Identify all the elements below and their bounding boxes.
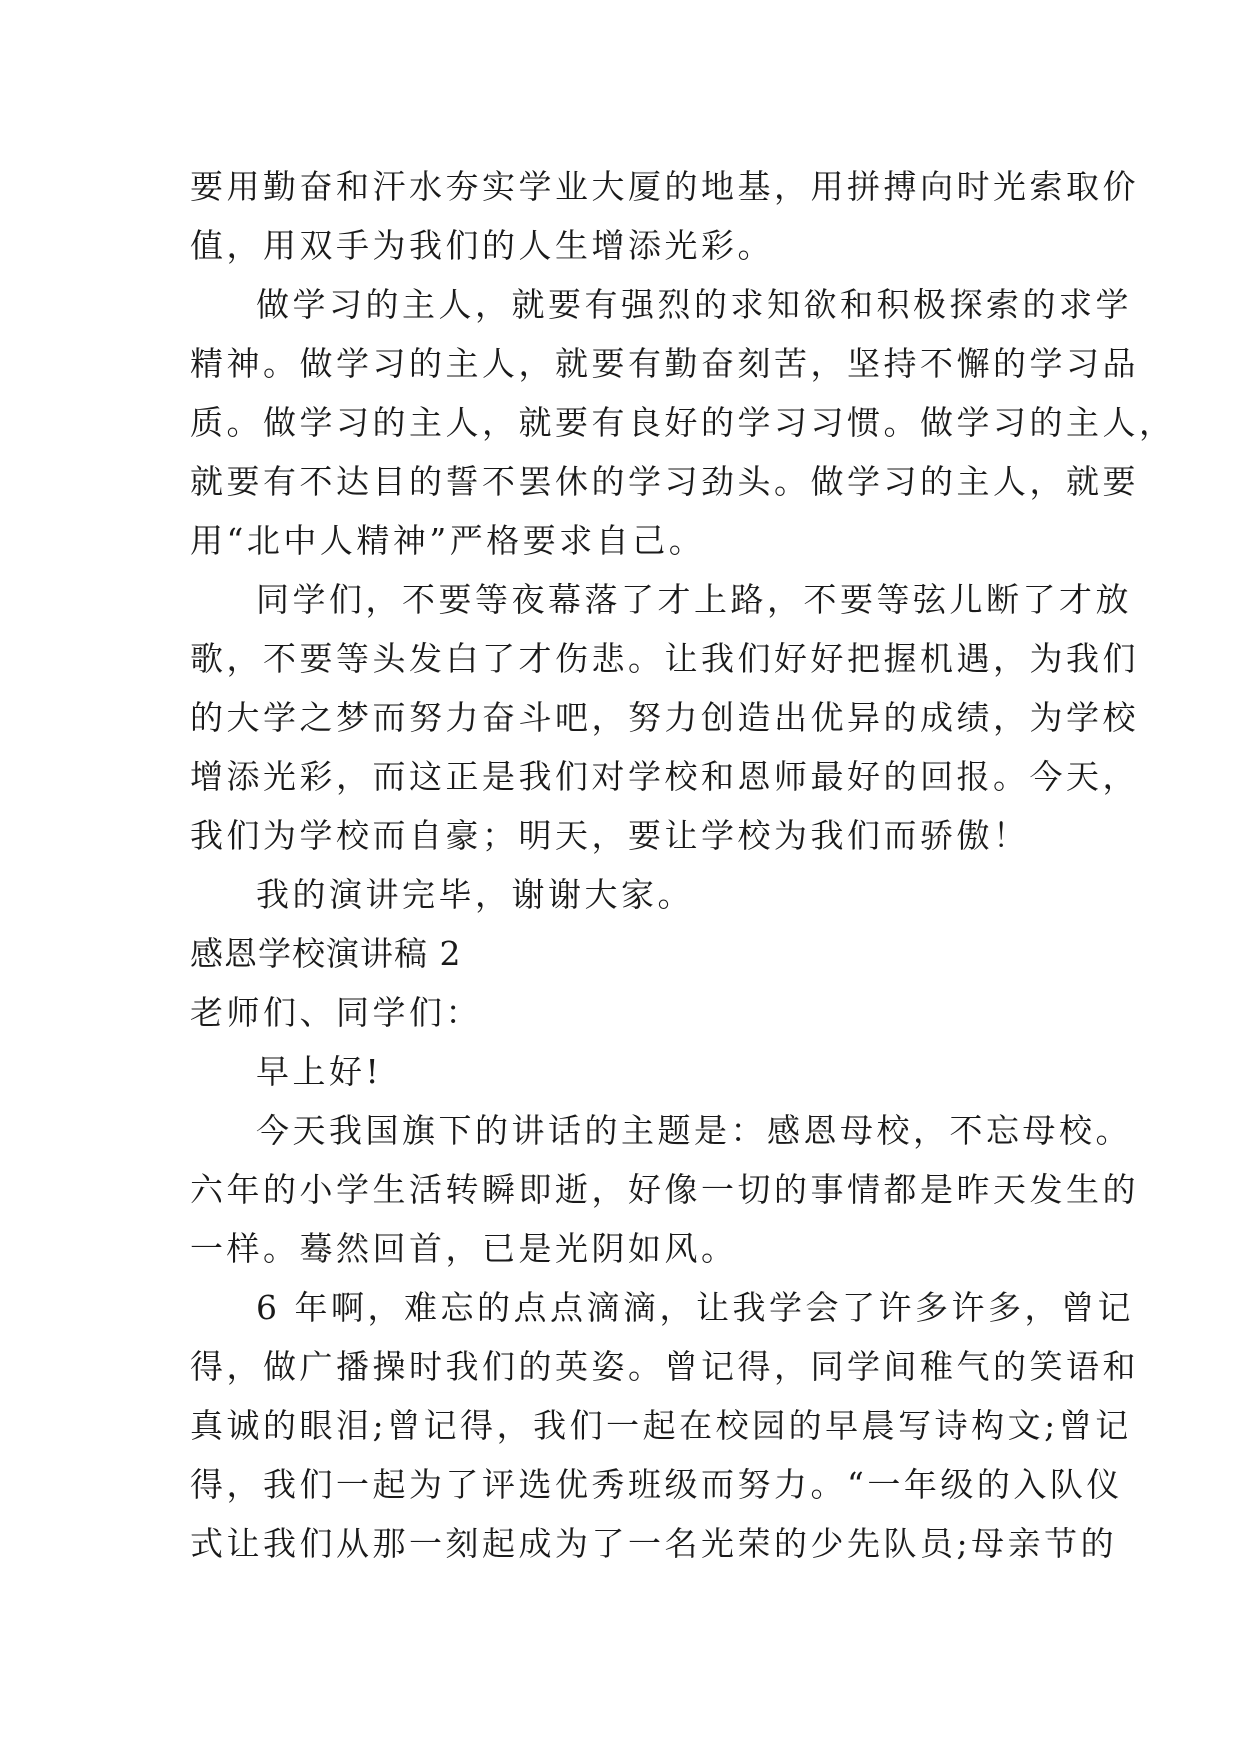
section-heading: 感恩学校演讲稿 2 <box>190 934 462 973</box>
text-line: 精神。做学习的主人，就要有勤奋刻苦，坚持不懈的学习品 <box>190 344 1139 383</box>
text-line: 用“北中人精神”严格要求自己。 <box>190 521 706 560</box>
text-line: 歌，不要等头发白了才伤悲。让我们好好把握机遇，为我们 <box>190 639 1139 678</box>
text-line: 做学习的主人，就要有强烈的求知欲和积极探索的求学 <box>256 285 1132 324</box>
text-line: 我的演讲完毕，谢谢大家。 <box>256 875 694 914</box>
text-line: 要用勤奋和汗水夯实学业大厦的地基，用拼搏向时光索取价 <box>190 167 1139 206</box>
text-line: 同学们，不要等夜幕落了才上路，不要等弦儿断了才放 <box>256 580 1132 619</box>
text-line: 六年的小学生活转瞬即逝，好像一切的事情都是昨天发生的 <box>190 1170 1139 1209</box>
salutation: 老师们、同学们： <box>190 993 482 1032</box>
text-line: 质。做学习的主人，就要有良好的学习习惯。做学习的主人， <box>190 403 1176 442</box>
text-line: 真诚的眼泪;曾记得，我们一起在校园的早晨写诗构文;曾记 <box>190 1406 1132 1445</box>
text-line: 我们为学校而自豪；明天，要让学校为我们而骄傲！ <box>190 816 1030 855</box>
text-line: 的大学之梦而努力奋斗吧，努力创造出优异的成绩，为学校 <box>190 698 1139 737</box>
text-line: 得，我们一起为了评选优秀班级而努力。“一年级的入队仪 <box>190 1465 1123 1504</box>
text-line: 值，用双手为我们的人生增添光彩。 <box>190 226 774 265</box>
text-line: 一样。蓦然回首，已是光阴如风。 <box>190 1229 738 1268</box>
text-line: 增添光彩，而这正是我们对学校和恩师最好的回报。今天， <box>190 757 1139 796</box>
text-line: 就要有不达目的誓不罢休的学习劲头。做学习的主人，就要 <box>190 462 1139 501</box>
text-line: 式让我们从那一刻起成为了一名光荣的少先队员;母亲节的 <box>190 1524 1118 1563</box>
text-line: 得，做广播操时我们的英姿。曾记得，同学间稚气的笑语和 <box>190 1347 1139 1386</box>
text-line: 6 年啊，难忘的点点滴滴，让我学会了许多许多，曾记 <box>256 1288 1134 1327</box>
text-line: 今天我国旗下的讲话的主题是：感恩母校，不忘母校。 <box>256 1111 1132 1150</box>
greeting: 早上好! <box>256 1052 383 1091</box>
